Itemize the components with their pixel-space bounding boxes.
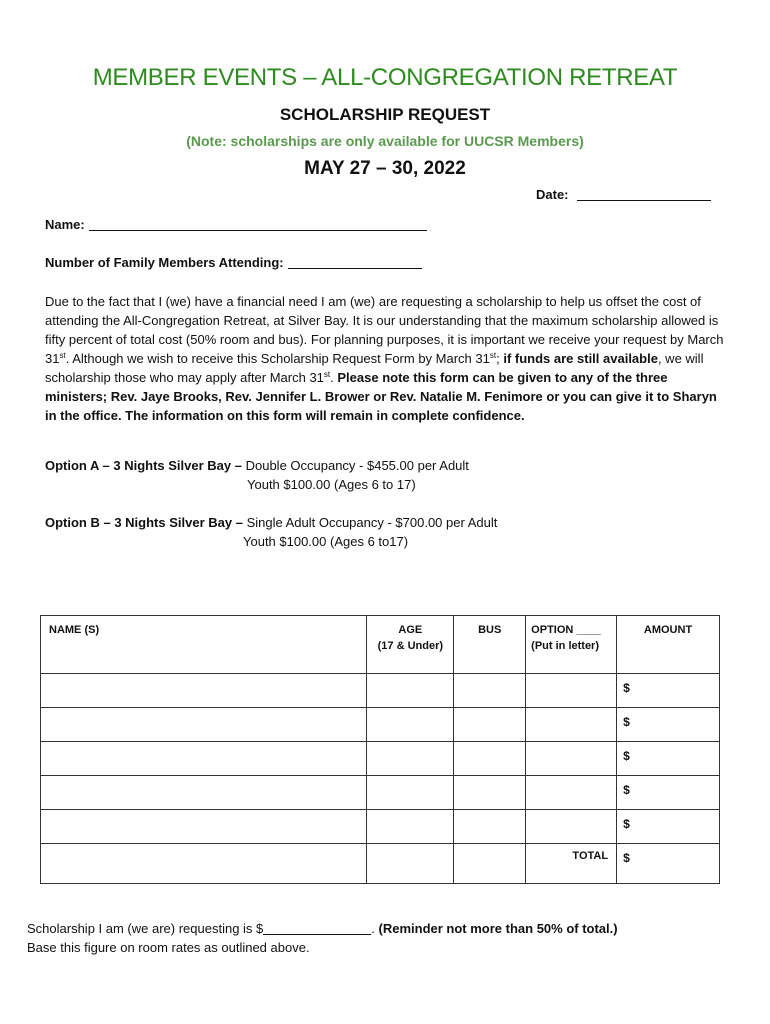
date-field	[536, 187, 711, 202]
option-b-adult-rate: Single Adult Occupancy - $700.00 per Adult	[242, 515, 498, 530]
request-prefix: Scholarship I am (we are) requesting is $	[27, 921, 264, 936]
bus-cell[interactable]	[454, 674, 526, 708]
form-subtitle: SCHOLARSHIP REQUEST	[279, 105, 491, 124]
paragraph-text: . Although we wish to receive this Scholarship Request Form by March 31	[65, 351, 490, 366]
age-cell[interactable]	[367, 742, 454, 776]
option-a-adult-rate: Double Occupancy - $455.00 per Adult	[241, 458, 469, 473]
age-cell[interactable]	[367, 810, 454, 844]
ordinal-suffix: st	[489, 351, 497, 360]
age-cell[interactable]	[367, 708, 454, 742]
amount-cell[interactable]: $	[617, 708, 720, 742]
request-paragraph	[45, 292, 725, 425]
name-cell[interactable]	[41, 776, 367, 810]
table-row	[41, 742, 720, 776]
paragraph-text: .	[330, 370, 338, 385]
option-a-youth-rate: Youth $100.00 (Ages 6 to 17)	[247, 477, 416, 492]
submission-note: Please note this form can be given to any of the three ministers; Rev. Jaye Brooks, Rev. Jennifer L. Brower or Rev. Natalie M. Fenimore or you can give it to Sharyn in the office. The information on this form will remain in complete confidence.	[45, 370, 717, 423]
ordinal-suffix: st	[59, 351, 66, 360]
amount-cell[interactable]: $	[617, 674, 720, 708]
bus-cell[interactable]	[454, 810, 526, 844]
family-members-label: Number of Family Members Attending:	[45, 255, 284, 270]
option-cell[interactable]	[526, 708, 617, 742]
request-suffix: .	[371, 921, 379, 936]
total-label: TOTAL	[526, 844, 617, 884]
table-row	[41, 674, 720, 708]
total-amount-cell[interactable]: $	[617, 844, 720, 884]
header-name: NAME (S)	[41, 616, 367, 674]
option-b-youth-rate: Youth $100.00 (Ages 6 to17)	[243, 534, 409, 549]
option-cell[interactable]	[526, 810, 617, 844]
header-age: AGE (17 & Under)	[367, 616, 454, 674]
name-cell[interactable]	[41, 844, 367, 884]
total-row	[41, 844, 720, 884]
bus-cell[interactable]	[454, 708, 526, 742]
name-field	[45, 217, 427, 232]
scholarship-amount-request	[27, 919, 618, 957]
age-cell[interactable]	[367, 674, 454, 708]
amount-cell[interactable]: $	[617, 810, 720, 844]
reminder-text: (Reminder not more than 50% of total.)	[378, 921, 618, 936]
ordinal-suffix: st	[323, 370, 331, 379]
option-b	[45, 513, 497, 551]
header-amount: AMOUNT	[617, 616, 720, 674]
bus-cell[interactable]	[454, 776, 526, 810]
request-amount-blank[interactable]	[263, 921, 371, 935]
table-row	[41, 776, 720, 810]
name-blank[interactable]	[89, 217, 427, 231]
option-cell[interactable]	[526, 742, 617, 776]
page-title: MEMBER EVENTS – ALL-CONGREGATION RETREAT	[92, 64, 678, 91]
option-a-label: Option A – 3 Nights Silver Bay –	[45, 458, 242, 473]
option-cell[interactable]	[526, 776, 617, 810]
name-cell[interactable]	[41, 742, 367, 776]
bus-cell[interactable]	[454, 742, 526, 776]
family-members-field	[45, 255, 422, 270]
base-note: Base this figure on room rates as outlined above.	[27, 940, 310, 955]
attendee-table	[40, 615, 720, 884]
header-bus: BUS	[454, 616, 526, 674]
name-cell[interactable]	[41, 674, 367, 708]
bus-cell[interactable]	[454, 844, 526, 884]
table-header-row	[41, 616, 720, 674]
paragraph-text: ;	[496, 351, 504, 366]
option-b-label: Option B – 3 Nights Silver Bay –	[45, 515, 243, 530]
table-row	[41, 810, 720, 844]
name-cell[interactable]	[41, 810, 367, 844]
header-option: OPTION ____ (Put in letter)	[526, 616, 617, 674]
age-cell[interactable]	[367, 844, 454, 884]
paragraph-text: Due to the fact that I (we) have a financial need I am (we) are requesting a scholarship to help us offset the cost of attending the All-Congregation Retreat, at Silver Bay. It is our understanding that the maximum scholarship allowed is fifty percent of total cost (50% room and bus). For planning purposes, it is important we receive your request by March 31	[45, 294, 724, 366]
amount-cell[interactable]: $	[617, 742, 720, 776]
name-label: Name:	[45, 217, 85, 232]
event-dates: MAY 27 – 30, 2022	[304, 158, 466, 179]
family-members-blank[interactable]	[288, 255, 422, 269]
option-cell[interactable]	[526, 674, 617, 708]
age-cell[interactable]	[367, 776, 454, 810]
name-cell[interactable]	[41, 708, 367, 742]
table-row	[41, 708, 720, 742]
date-label: Date:	[536, 187, 569, 202]
eligibility-note: (Note: scholarships are only available for UUCSR Members)	[186, 133, 584, 149]
funds-emphasis: if funds are still available	[503, 351, 658, 366]
option-a	[45, 456, 469, 494]
date-blank[interactable]	[577, 187, 711, 201]
amount-cell[interactable]: $	[617, 776, 720, 810]
paragraph-text: , we will scholarship those who may apply after March 31	[45, 351, 704, 385]
